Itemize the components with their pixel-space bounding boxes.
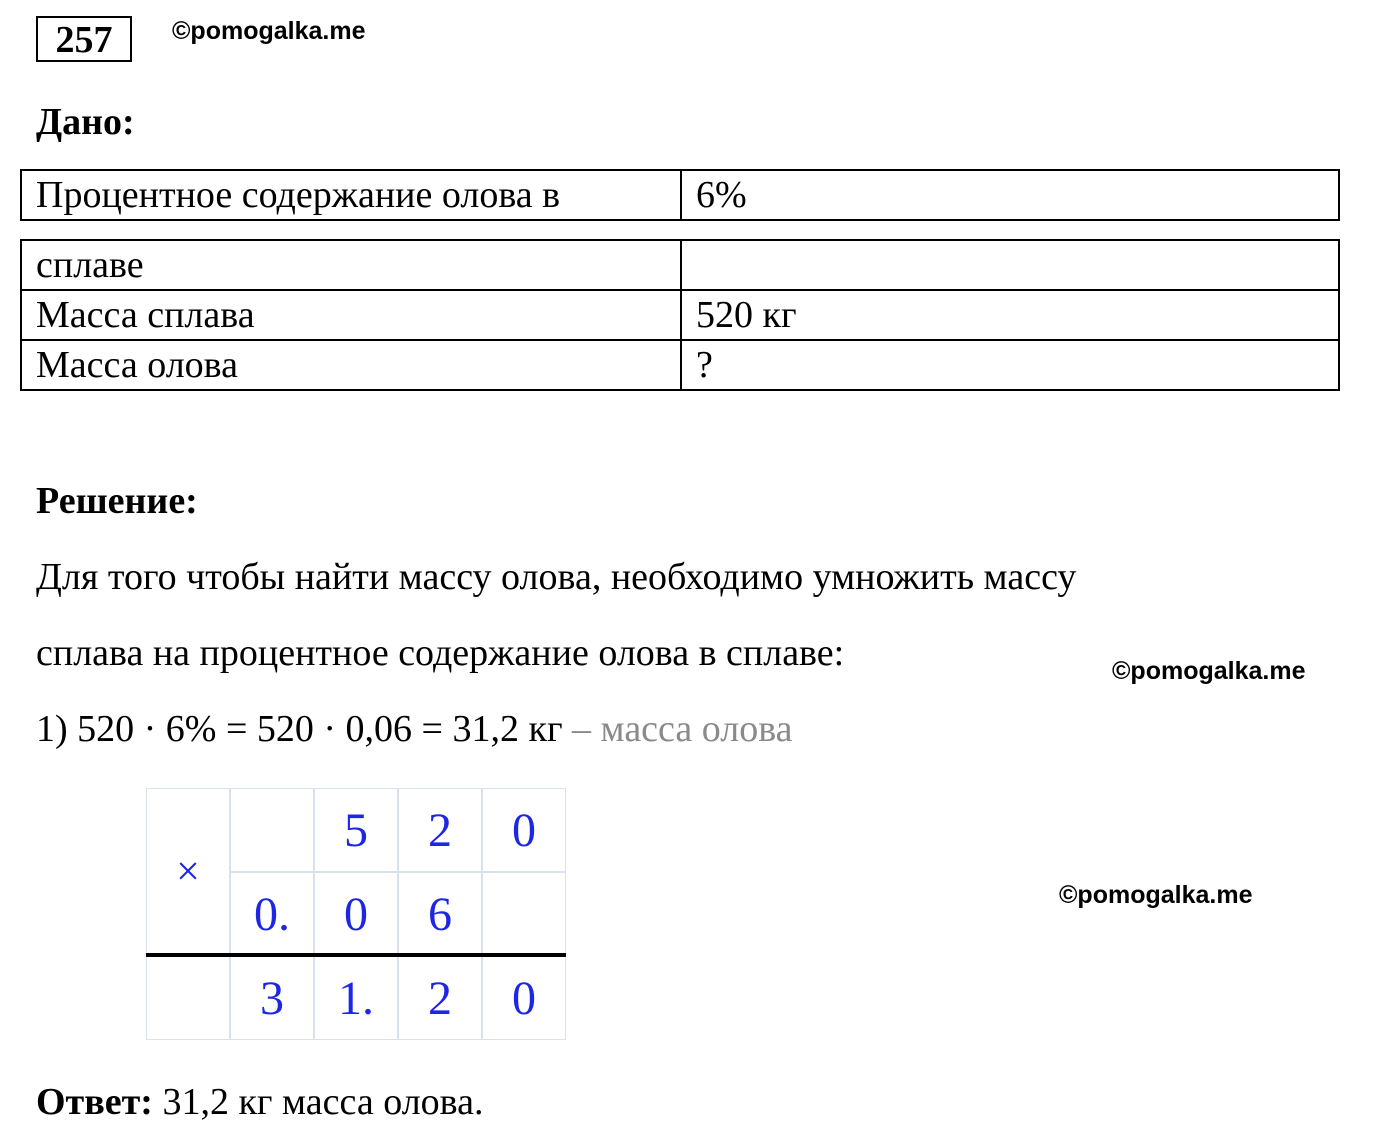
given-table-part2 <box>20 239 1340 391</box>
digit-cell: 0 <box>482 788 566 872</box>
solution-heading: Решение: <box>36 480 198 522</box>
table-row <box>21 290 1339 340</box>
step-expression: 1) 520 · 6% = 520 · 0,06 = 31,2 кг <box>36 708 563 750</box>
digit-cell: 5 <box>314 788 398 872</box>
watermark-top: ©pomogalka.me <box>172 17 366 45</box>
digit-cell: 0 <box>314 872 398 956</box>
given-value: ? <box>681 340 1339 390</box>
given-value <box>681 240 1339 290</box>
result-cell <box>146 956 230 1040</box>
given-label: Масса сплава <box>21 290 681 340</box>
digit-cell: 2 <box>398 788 482 872</box>
digit-cell: 0. <box>230 872 314 956</box>
given-label: Масса олова <box>21 340 681 390</box>
answer-line <box>36 1080 483 1124</box>
watermark-middle: ©pomogalka.me <box>1112 657 1306 685</box>
result-cell: 3 <box>230 956 314 1040</box>
answer-text: 31,2 кг масса олова. <box>152 1081 484 1123</box>
solution-line-1: Для того чтобы найти массу олова, необходимо умножить массу <box>36 556 1077 598</box>
digit-cell <box>482 872 566 956</box>
step-note: – масса олова <box>562 708 793 750</box>
given-label: сплаве <box>21 240 681 290</box>
given-table-part1 <box>20 169 1340 221</box>
given-value: 6% <box>681 170 1339 220</box>
solution-line-2: сплава на процентное содержание олова в сплаве: <box>36 632 845 674</box>
multiplication-grid <box>146 788 566 1040</box>
table-row <box>21 240 1339 290</box>
result-cell: 1. <box>314 956 398 1040</box>
digit-cell: 6 <box>398 872 482 956</box>
result-cell: 0 <box>482 956 566 1040</box>
multiply-operator: × <box>146 788 230 956</box>
watermark-bottom: ©pomogalka.me <box>1059 881 1253 909</box>
digit-cell <box>230 788 314 872</box>
table-row <box>21 170 1339 220</box>
result-divider-line <box>146 953 566 957</box>
task-number: 257 <box>36 16 132 62</box>
given-label: Процентное содержание олова в <box>21 170 681 220</box>
result-cell: 2 <box>398 956 482 1040</box>
solution-step-1 <box>36 707 793 751</box>
answer-label: Ответ: <box>36 1081 153 1123</box>
given-heading: Дано: <box>36 101 135 143</box>
given-value: 520 кг <box>681 290 1339 340</box>
table-row <box>21 340 1339 390</box>
